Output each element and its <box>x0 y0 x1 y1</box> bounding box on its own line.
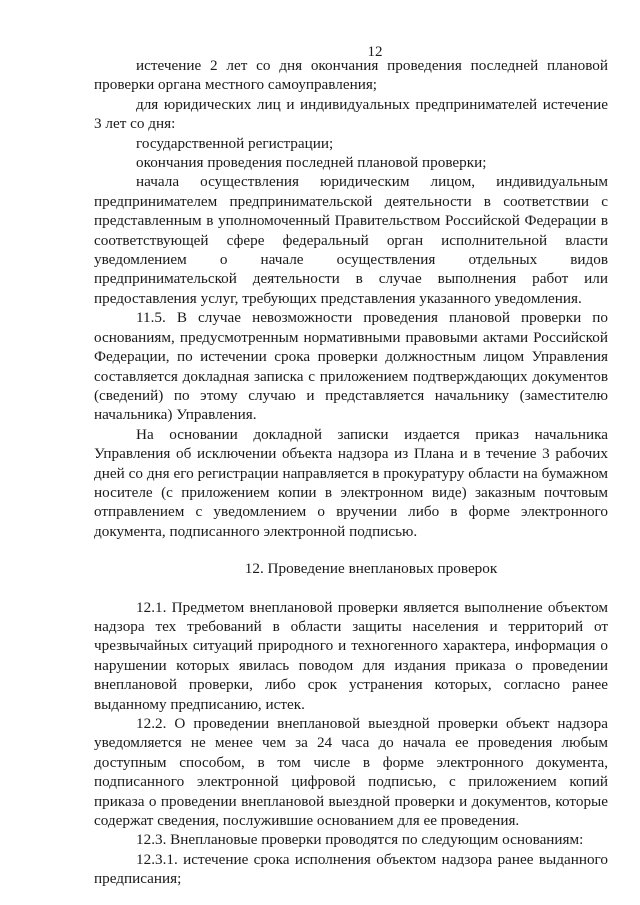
paragraph: начала осуществления юридическим лицом, индивидуальным предпринимателем предпринимательской деятельности в соответствии с представленным в уполномоченный Правительством Российской Федерации в соответствующей сфере федеральный орган исполнительной власти уведомлением о начале осуществления отдельных видов предпринимательской деятельности в случае выполнения работ или предоставления услуг, требующих представления указанного уведомления. <box>94 173 608 307</box>
paragraph: окончания проведения последней плановой проверки; <box>136 154 487 172</box>
section-heading: 12. Проведение внеплановых проверок <box>244 560 498 578</box>
paragraph: 11.5. В случае невозможности проведения плановой проверки по основаниям, предусмотренным нормативными правовыми актами Российской Федерации, по истечении срока проверки должностным лицом Управления составляется докладная записка с приложением подтверждающих документов (сведений) по этому случаю и представляется начальнику (заместителю начальника) Управления. <box>94 309 608 424</box>
paragraph: государственной регистрации; <box>136 134 334 152</box>
paragraph: для юридических лиц и индивидуальных предпринимателей истечение 3 лет со дня: <box>94 95 608 133</box>
paragraph: 12.3.1. истечение срока исполнения объектом надзора ранее выданного предписания; <box>94 850 608 888</box>
page-number: 12 <box>367 44 383 60</box>
paragraph: истечение 2 лет со дня окончания проведения последней плановой проверки органа местного самоуправления; <box>94 57 608 94</box>
paragraph: 12.3. Внеплановые проверки проводятся по следующим основаниям: <box>136 831 584 849</box>
paragraph: 12.2. О проведении внеплановой выездной проверки объект надзора уведомляется не менее чем за 24 часа до начала ее проведения любым доступным способом, в том числе в форме электронного документа, подписанного электронной цифровой подписью, с приложением копий приказа о проведении внеплановой выездной проверки и документов, которые содержат сведения, послужившие основанием для ее проведения. <box>94 715 608 830</box>
paragraph: 12.1. Предметом внеплановой проверки является выполнение объектом надзора тех требований в области защиты населения и территорий от чрезвычайных ситуаций природного и техногенного характера, информация о нарушении которых явилась поводом для издания приказа о проведении внеплановой проверки, либо срок устранения которых, согласно ранее выданному предписанию, истек. <box>94 598 608 713</box>
paragraph: На основании докладной записки издается приказ начальника Управления об исключении объекта надзора из Плана и в течение 3 рабочих дней со дня его регистрации направляется в прокуратуру области на бумажном носителе (с приложением копии в электронном виде) заказным почтовым отправлением с уведомлением о вручении либо в форме электронного документа, подписанного электронной подписью. <box>94 425 608 540</box>
